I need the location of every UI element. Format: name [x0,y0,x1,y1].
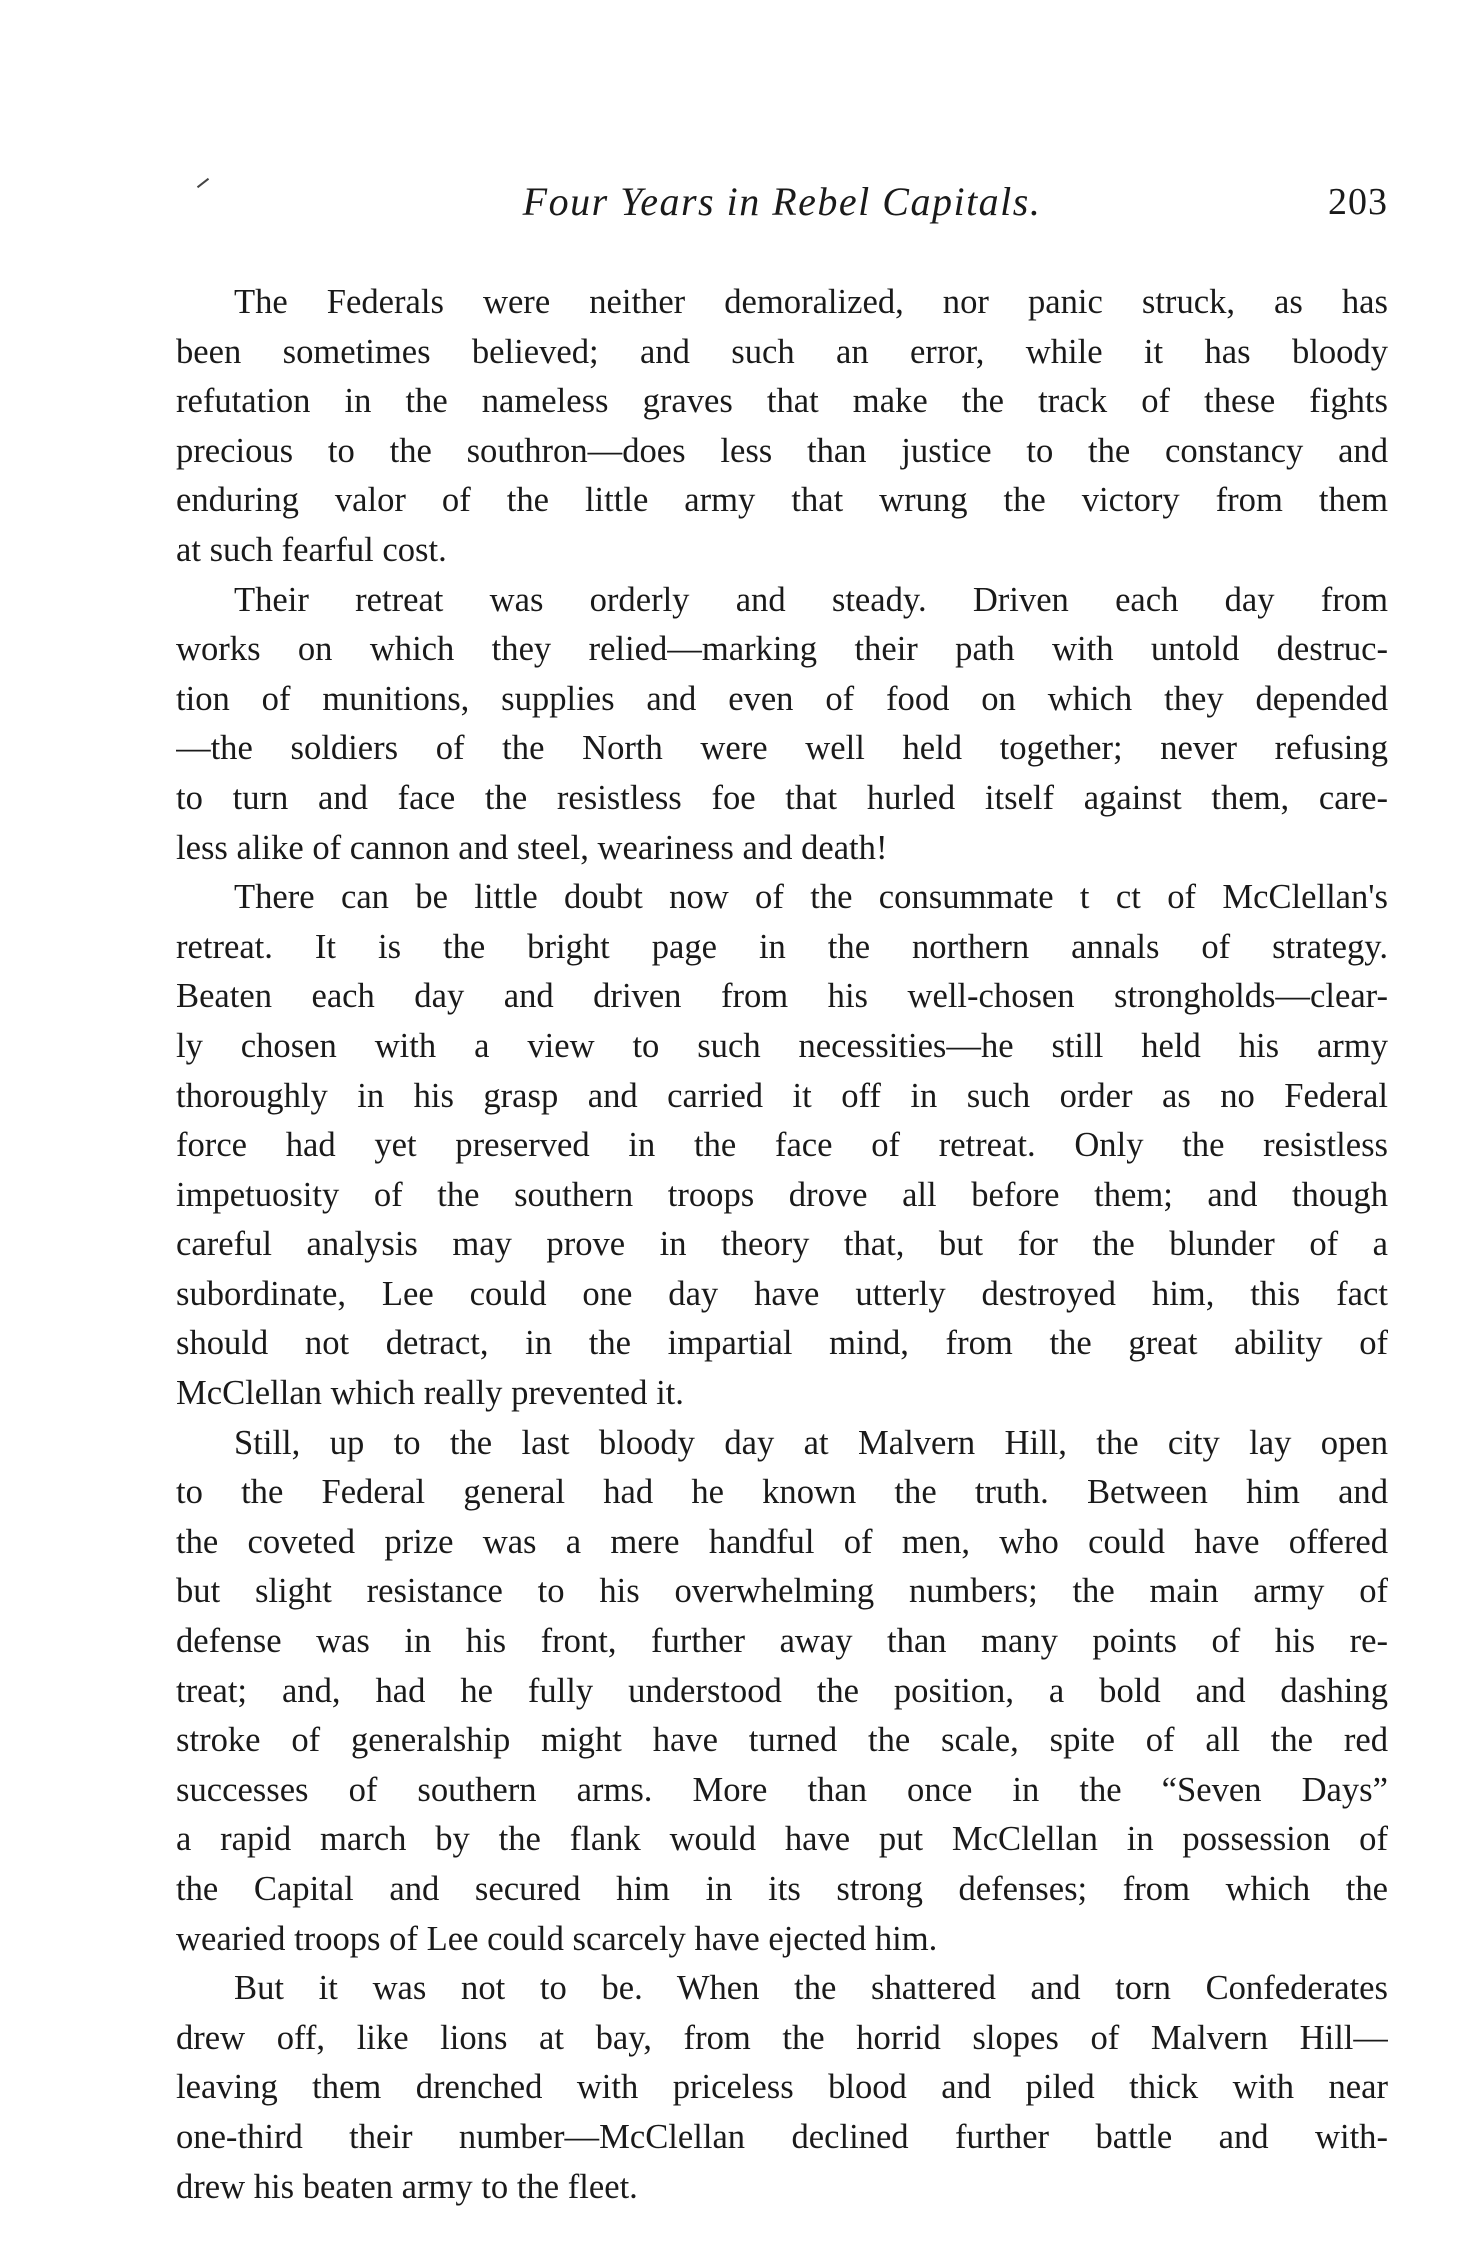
running-title: Four Years in Rebel Capitals. [522,179,1042,224]
text-line: stroke of generalship might have turned the scale, spite of all the red [176,1721,1388,1760]
running-head [176,176,1388,228]
text-line: a rapid march by the flank would have put McClellan in possession of [176,1820,1388,1859]
text-line: successes of southern arms. More than once in the “Seven Days” [176,1770,1388,1809]
text-line: There can be little doubt now of the consummate t ct of McClellan's [234,878,1388,917]
text-line: Still, up to the last bloody day at Malvern Hill, the city lay open [234,1423,1388,1462]
text-line: refutation in the nameless graves that make the track of these fights [176,382,1388,421]
text-line: —the soldiers of the North were well held together; never refusing [176,729,1388,768]
text-line: tion of munitions, supplies and even of food on which they depended [176,679,1388,718]
text-line: McClellan which really prevented it. [176,1374,684,1413]
page-number: 203 [1328,181,1388,223]
text-line: to the Federal general had he known the truth. Between him and [176,1473,1388,1512]
text-line: defense was in his front, further away than many points of his re- [176,1622,1388,1661]
text-line: the coveted prize was a mere handful of men, who could have offered [176,1522,1388,1561]
text-line: enduring valor of the little army that wrung the victory from them [176,481,1388,520]
text-line: been sometimes believed; and such an error, while it has bloody [176,332,1388,371]
text-line: drew off, like lions at bay, from the horrid slopes of Malvern Hill— [176,2018,1388,2057]
text-line: leaving them drenched with priceless blood and piled thick with near [176,2068,1388,2107]
text-line: to turn and face the resistless foe that hurled itself against them, care- [176,778,1388,817]
text-line: careful analysis may prove in theory that, but for the blunder of a [176,1225,1388,1264]
text-line: Their retreat was orderly and steady. Driven each day from [234,580,1388,619]
text-line: ly chosen with a view to such necessities—he still held his army [176,1026,1388,1065]
text-line: but slight resistance to his overwhelming numbers; the main army of [176,1572,1388,1611]
text-line: precious to the southron—does less than justice to the constancy and [176,431,1388,470]
text-line: at such fearful cost. [176,530,447,569]
text-line: treat; and, had he fully understood the position, a bold and dashing [176,1671,1388,1710]
text-line: works on which they relied—marking their path with untold destruc- [176,630,1388,669]
text-line: wearied troops of Lee could scarcely have ejected him. [176,1919,938,1958]
text-line: the Capital and secured him in its strong defenses; from which the [176,1870,1388,1908]
text-line: subordinate, Lee could one day have utterly destroyed him, this fact [176,1274,1388,1313]
text-line: less alike of cannon and steel, weariness and death! [176,828,888,867]
text-line: drew his beaten army to the fleet. [176,2167,638,2206]
text-line: retreat. It is the bright page in the northern annals of strategy. [176,927,1388,966]
text-line: Beaten each day and driven from his well-chosen strongholds—clear- [176,977,1388,1016]
text-line: one-third their number—McClellan declined further battle and with- [176,2117,1388,2156]
text-line: impetuosity of the southern troops drove all before them; and though [176,1175,1388,1214]
text-line: force had yet preserved in the face of retreat. Only the resistless [176,1126,1388,1165]
text-line: But it was not to be. When the shattered and torn Confederates [234,1969,1388,2008]
body-text [176,278,1388,2212]
text-line: thoroughly in his grasp and carried it off in such order as no Federal [176,1076,1388,1115]
text-line: should not detract, in the impartial mind, from the great ability of [176,1324,1388,1363]
text-line: The Federals were neither demoralized, nor panic struck, as has [234,283,1388,321]
